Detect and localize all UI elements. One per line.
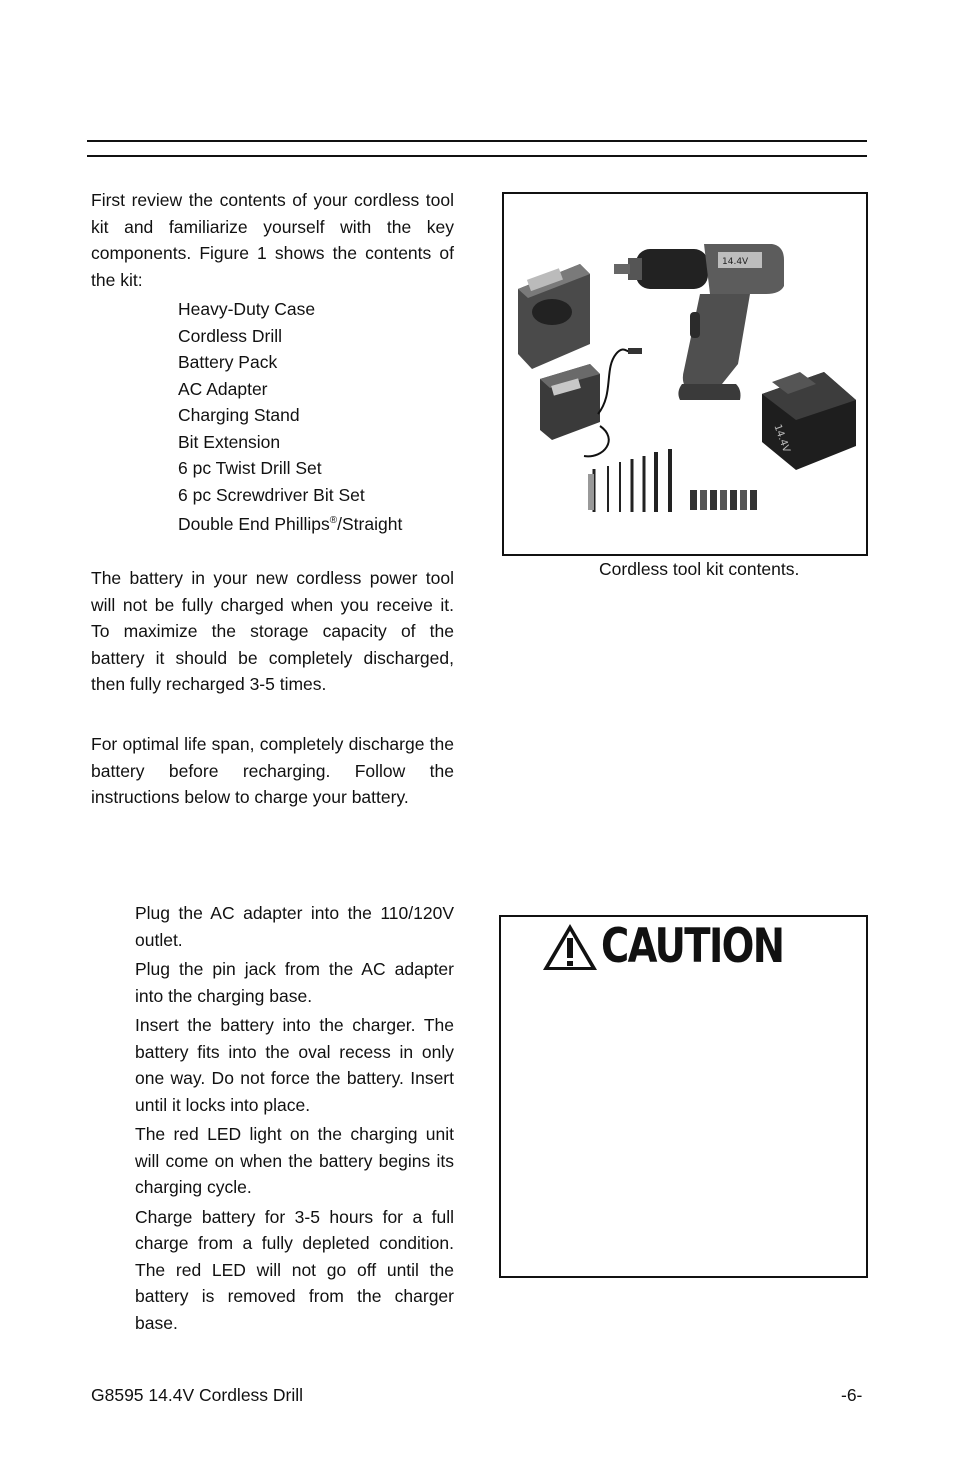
kit-contents-list [178, 296, 402, 537]
header-rule-top [87, 140, 867, 142]
kit-item: Battery Pack [178, 352, 278, 372]
cordless-drill-image [614, 244, 784, 400]
figure-caption: Cordless tool kit contents. [599, 559, 800, 579]
kit-item-main: Double End Phillips [178, 513, 330, 534]
kit-item: Heavy-Duty Case [178, 299, 316, 319]
kit-item: Bit Extension [178, 431, 281, 452]
caution-title: CAUTION [601, 919, 784, 974]
kit-item: AC Adapter [178, 378, 268, 399]
charging-step: Plug the AC adapter into the 110/120V outlet. [135, 903, 454, 950]
charging-step: The red LED light on the charging unit will come on when the battery begins its charging cycle. [135, 1124, 454, 1197]
kit-item: Charging Stand [178, 405, 300, 425]
charging-step: Charge battery for 3-5 hours for a full charge from a fully depleted condition. The red LED will not go off until the battery is removed from the charger base. [135, 1206, 454, 1333]
drill-voltage-label: 14.4V [722, 257, 749, 267]
kit-contents-photo [504, 194, 866, 554]
footer-page-number: -6- [841, 1385, 863, 1405]
twist-drill-set-image [588, 449, 670, 512]
warning-triangle-icon [541, 922, 599, 972]
caution-box [499, 915, 868, 1278]
charging-step: Plug the pin jack from the AC adapter into the charging base. [135, 959, 454, 1006]
kit-item-tail: /Straight [337, 513, 403, 534]
ac-adapter-image [540, 348, 642, 456]
charging-stand-image [518, 264, 590, 369]
kit-item-double-end [178, 508, 402, 537]
registered-mark: ® [329, 515, 338, 526]
battery-voltage-label: 14.4V [771, 422, 792, 455]
battery-note-paragraph: The battery in your new cordless power tool will not be fully charged when you receive it. To maximize the storage capacity of the battery it should be completely discharged, then fully recharged 3-5 times. [91, 568, 454, 694]
life-span-paragraph: For optimal life span, completely discharge the battery before recharging. Follow the instructions below to charge your battery. [91, 734, 454, 807]
kit-item: Cordless Drill [178, 325, 283, 346]
caution-header [541, 919, 823, 975]
kit-item: 6 pc Twist Drill Set [178, 458, 322, 478]
intro-paragraph: First review the contents of your cordless tool kit and familiarize yourself with the key components. Figure 1 shows the contents of the kit: [91, 190, 454, 290]
header-rule-bottom [87, 155, 867, 157]
footer-model: G8595 14.4V Cordless Drill [91, 1385, 304, 1405]
battery-pack-image [762, 372, 856, 470]
kit-contents-figure [502, 192, 868, 556]
charging-steps-list [135, 900, 454, 1339]
charging-step: Insert the battery into the charger. The battery fits into the oval recess in only one way. Do not force the battery. Insert until it locks into place. [135, 1015, 454, 1115]
kit-item: 6 pc Screwdriver Bit Set [178, 484, 365, 505]
screwdriver-bit-set-image [690, 490, 757, 510]
